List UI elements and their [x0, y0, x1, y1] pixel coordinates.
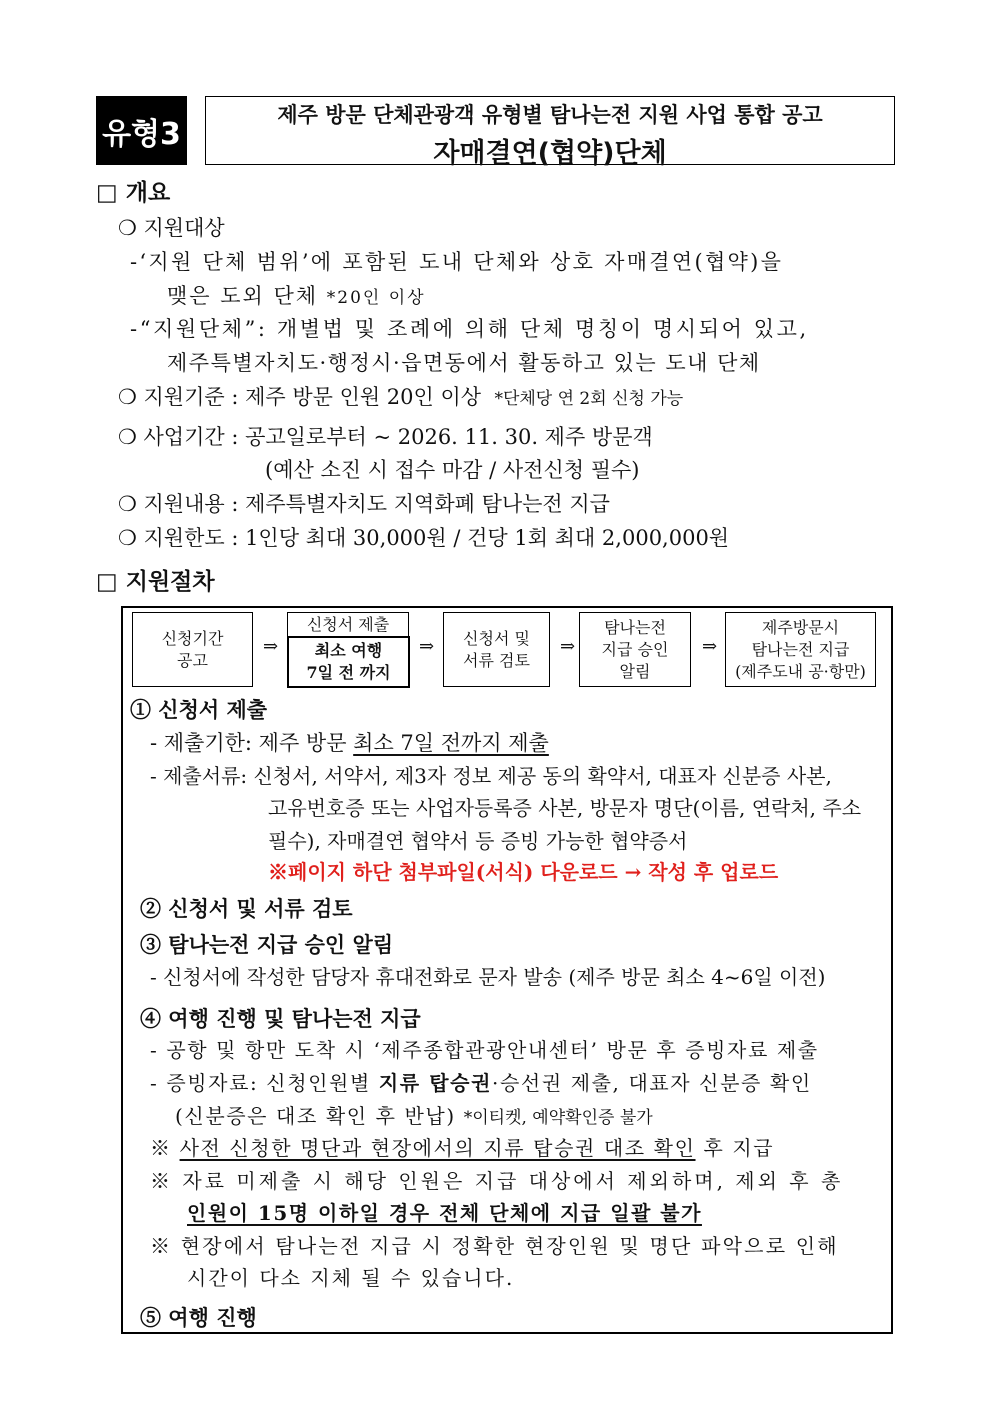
flow-text: 탐나는전 지급 [751, 639, 850, 659]
text: - 증빙자료: 신청인원별 [150, 1071, 379, 1095]
page-title: 제주 방문 단체관광객 유형별 탐나는전 지원 사업 통합 공고 [277, 103, 823, 127]
step1-docs-3: 필수), 자매결연 협약서 등 증빙 가능한 협약증서 [268, 829, 688, 853]
flow-text: 알림 [619, 661, 651, 681]
support-content: ❍ 지원내용 : 제주특별자치도 지역화폐 탐나는전 지급 [118, 492, 610, 516]
step1-deadline [150, 729, 549, 757]
flow-text: 최소 여행 [314, 641, 383, 660]
text-underlined: 사전 신청한 명단과 현장에서의 지류 탑승권 대조 확인 [179, 1136, 696, 1160]
flow-step-submit [287, 636, 410, 688]
page-subtitle: 자매결연(협약)단체 [433, 138, 667, 169]
procedure-heading: □ 지원절차 [96, 568, 215, 595]
step1-download-notice: ※페이지 하단 첨부파일(서식) 다운로드 → 작성 후 업로드 [268, 860, 779, 884]
period: ❍ 사업기간 : 공고일로부터 ~ 2026. 11. 30. 제주 방문객 [118, 425, 653, 449]
text: ·승선권 제출, 대표자 신분증 확인 [492, 1071, 812, 1095]
criteria-note: *단체당 연 2회 신청 가능 [494, 389, 684, 409]
target-line-1b [167, 282, 426, 312]
flow-text: 신청기간 [161, 628, 224, 648]
step4-note-3a: ※ 현장에서 탐나는전 지급 시 정확한 현장인원 및 명단 파악으로 인해 [150, 1234, 839, 1258]
note: *이티켓, 예약확인증 불가 [463, 1108, 653, 1128]
step3-title: ③ 탐나는전 지급 승인 알림 [140, 932, 394, 957]
arrow-icon: ⇒ [560, 636, 576, 657]
period-note: (예산 소진 시 접수 마감 / 사전신청 필수) [265, 458, 640, 482]
text: (신분증은 대조 확인 후 반납) [175, 1104, 456, 1128]
target-line-2: -“지원단체”: 개별법 및 조례에 의해 단체 명칭이 명시되어 있고, [130, 317, 809, 341]
step3-desc: - 신청서에 작성한 담당자 휴대전화로 문자 발송 (제주 방문 최소 4~6일 이전) [150, 965, 826, 989]
criteria [118, 383, 683, 413]
flow-step-approval [579, 612, 691, 687]
deadline-label: - 제출기한: 제주 방문 [150, 731, 354, 755]
flow-text: 신청서 및 [463, 628, 530, 648]
arrow-icon: ⇒ [419, 636, 435, 657]
step4-line-3 [175, 1102, 653, 1132]
target-line-1b-text: 맺은 도외 단체 [167, 284, 319, 308]
step4-line-2 [150, 1069, 812, 1097]
overview-heading: □ 개요 [96, 179, 171, 206]
flow-text: 서류 검토 [463, 650, 530, 670]
flow-step-submit-header: 신청서 제출 [287, 612, 409, 637]
step1-docs-1: - 제출서류: 신청서, 서약서, 제3자 정보 제공 동의 확약서, 대표자 신분증 사본, [150, 764, 832, 788]
step4-line-1: - 공항 및 항만 도착 시 ‘제주종합관광안내센터’ 방문 후 증빙자료 제출 [150, 1038, 819, 1062]
criteria-text: ❍ 지원기준 : 제주 방문 인원 20인 이상 [118, 385, 482, 409]
deadline-value: 최소 7일 전까지 제출 [353, 731, 549, 755]
arrow-icon: ⇒ [263, 636, 279, 657]
step1-title: ① 신청서 제출 [130, 697, 268, 722]
flow-step-review [443, 612, 550, 687]
step4-title: ④ 여행 진행 및 탐나는전 지급 [140, 1006, 421, 1031]
flow-step-payment [725, 612, 876, 687]
target-label: ❍ 지원대상 [118, 216, 225, 240]
text: 후 지급 [695, 1136, 775, 1160]
flow-text: 지급 승인 [601, 639, 669, 659]
step4-note-1 [150, 1134, 774, 1162]
support-limit: ❍ 지원한도 : 1인당 최대 30,000원 / 건당 1회 최대 2,000,000원 [118, 526, 730, 550]
step5-title: ⑤ 여행 진행 [140, 1305, 257, 1330]
target-line-2b: 제주특별자치도·행정시·읍면동에서 활동하고 있는 도내 단체 [167, 351, 761, 375]
step1-docs-2: 고유번호증 또는 사업자등록증 사본, 방문자 명단(이름, 연락처, 주소 [268, 796, 862, 820]
target-note: *20인 이상 [326, 288, 426, 308]
type-badge: 유형3 [96, 96, 187, 165]
flow-step-announce [132, 612, 253, 687]
flow-text: 공고 [177, 650, 208, 670]
step2-title: ② 신청서 및 서류 검토 [140, 896, 353, 921]
flow-text: 탐나는전 [604, 617, 666, 637]
step4-note-3b: 시간이 다소 지체 될 수 있습니다. [187, 1266, 515, 1290]
text: ※ [150, 1136, 180, 1160]
step4-note-2a: ※ 자료 미제출 시 해당 인원은 지급 대상에서 제외하며, 제외 후 총 [150, 1169, 844, 1193]
text-bold: 지류 탑승권 [378, 1071, 493, 1095]
flow-text: 제주방문시 [761, 617, 840, 637]
title-box [205, 96, 895, 169]
arrow-icon: ⇒ [702, 636, 718, 657]
step4-note-2b: 인원이 15명 이하일 경우 전체 단체에 지급 일괄 불가 [187, 1201, 702, 1225]
flow-text: 7일 전 까지 [306, 663, 391, 682]
flow-text: (제주도내 공·항만) [735, 661, 866, 681]
target-line-1: -‘지원 단체 범위’에 포함된 도내 단체와 상호 자매결연(협약)을 [130, 250, 784, 274]
